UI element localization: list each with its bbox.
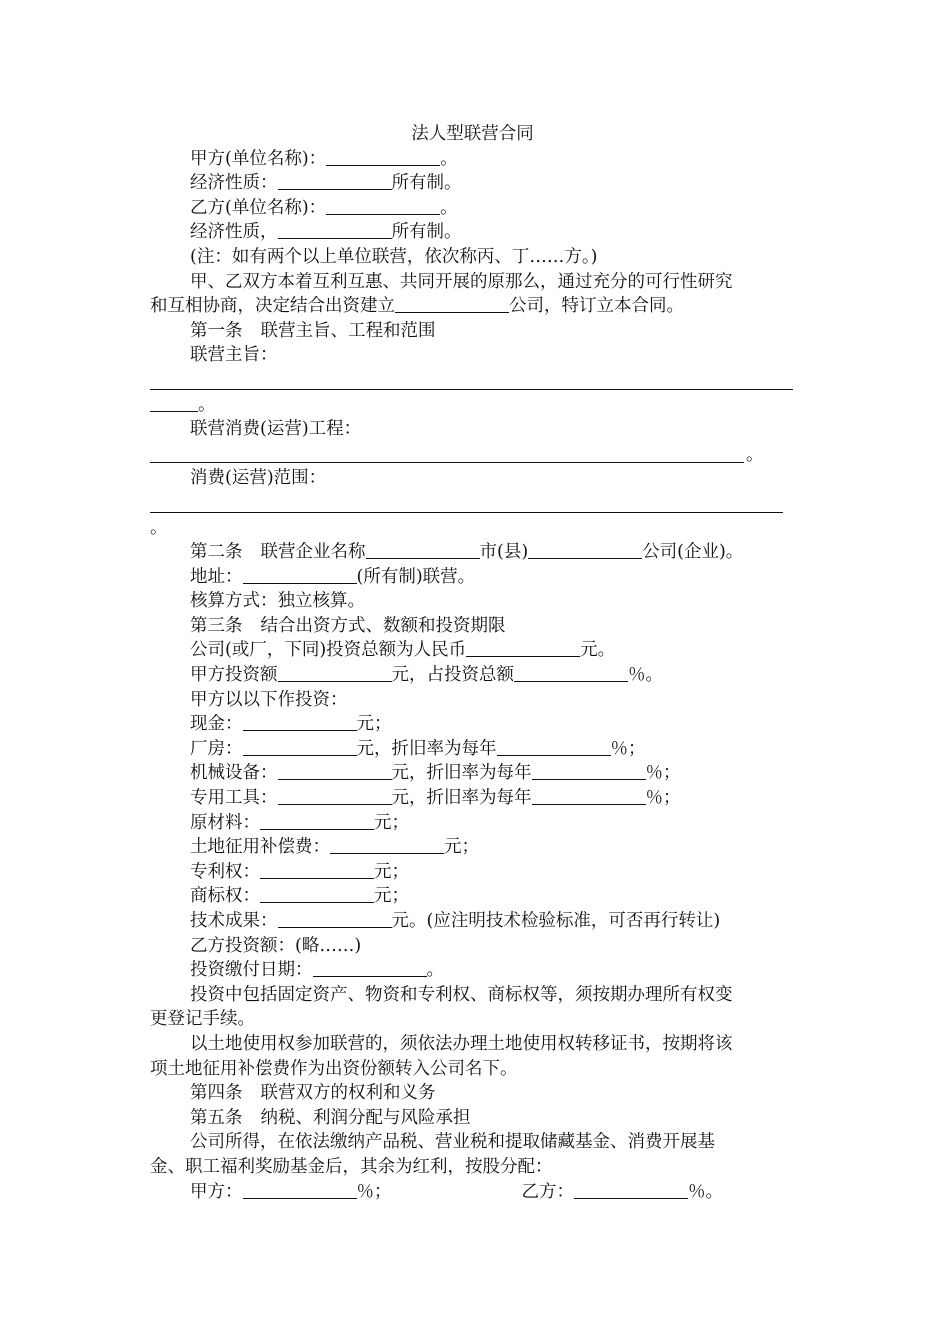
doc-title-text: 法人型联营合同 — [411, 124, 534, 144]
note-line — [150, 245, 795, 270]
article-5-heading — [150, 1106, 795, 1131]
trademark-end: 元； — [374, 886, 409, 907]
tools-blank — [278, 786, 392, 805]
article-3-number: 第三条 — [190, 615, 243, 636]
party-a-econ-label: 经济性质： — [190, 173, 278, 194]
materials-line — [150, 811, 795, 836]
tools-rate-blank — [532, 786, 646, 805]
land-para-line-1 — [150, 1032, 795, 1057]
profit-para-text-1: 公司所得，在依法缴纳产品税、营业税和提取储藏基金、消费开展基 — [190, 1132, 715, 1153]
scope-label: 消费(运营)范围： — [190, 468, 327, 489]
party-a-name-blank — [326, 147, 440, 166]
tools-end: ％； — [645, 788, 681, 809]
article-2-city: 市(县) — [479, 542, 529, 563]
article-5-title: 纳税、利润分配与风险承担 — [260, 1107, 471, 1128]
tools-label: 专用工具： — [190, 788, 278, 809]
article-2-title: 联营企业名称 — [260, 542, 366, 563]
scope-rule-line — [150, 491, 795, 516]
party-a-econ-end: 所有制。 — [391, 173, 462, 194]
party-b-name-line — [150, 196, 795, 221]
assets-para-text-2: 更登记手续。 — [150, 1009, 255, 1030]
a-invest-with-line — [150, 688, 795, 713]
total-invest-label: 公司(或厂，下同)投资总额为人民币 — [190, 640, 467, 661]
address-label: 地址： — [190, 566, 243, 587]
materials-end: 元； — [374, 812, 409, 833]
party-b-econ-blank — [278, 220, 392, 239]
tools-mid: 元，折旧率为每年 — [391, 788, 532, 809]
machinery-end: ％； — [645, 763, 681, 784]
a-invest-end: ％。 — [628, 665, 663, 686]
pay-date-line — [150, 958, 795, 983]
doc-title — [150, 122, 795, 147]
party-a-name-line — [150, 147, 795, 172]
project-label-line — [150, 417, 795, 442]
trademark-line — [150, 884, 795, 909]
preamble-line-1 — [150, 270, 795, 295]
tech-line — [150, 909, 795, 934]
a-invest-label: 甲方投资额 — [190, 665, 278, 686]
trademark-blank — [260, 884, 374, 903]
article-3-title: 结合出资方式、数额和投资期限 — [260, 615, 506, 636]
trademark-label: 商标权： — [190, 886, 260, 907]
machinery-blank — [278, 761, 392, 780]
land-para-text-1: 以土地使用权参加联营的，须依法办理土地使用权转移证书，按期将该 — [190, 1033, 733, 1054]
party-b-econ-end: 所有制。 — [391, 222, 462, 243]
scope-end: 。 — [150, 517, 168, 538]
scope-rule — [150, 512, 783, 513]
project-label: 联营消费(运营)工程： — [190, 419, 362, 440]
land-end: 元； — [444, 837, 479, 858]
profit-para-line-2 — [150, 1155, 795, 1180]
note-text: (注：如有两个以上单位联营，依次称丙、丁……方。) — [190, 246, 598, 267]
company-name-blank — [395, 294, 509, 313]
a-invest-with-text: 甲方以以下作投资： — [190, 689, 348, 710]
share-line — [150, 1180, 795, 1205]
pay-date-blank — [313, 958, 427, 977]
patent-line — [150, 860, 795, 885]
a-invest-blank — [278, 663, 392, 682]
plant-rate-blank — [497, 737, 611, 756]
party-b-econ-line — [150, 220, 795, 245]
pay-date-end: 。 — [426, 960, 444, 981]
assets-para-line-1 — [150, 983, 795, 1008]
article-4-title: 联营双方的权利和义务 — [260, 1083, 436, 1104]
machinery-rate-blank — [532, 761, 646, 780]
plant-label: 厂房： — [190, 738, 243, 759]
party-a-name-end: 。 — [440, 148, 458, 169]
plant-blank — [243, 737, 357, 756]
cash-label: 现金： — [190, 714, 243, 735]
party-b-name-end: 。 — [440, 197, 458, 218]
company-blank — [528, 540, 642, 559]
plant-mid: 元，折旧率为每年 — [356, 738, 497, 759]
purpose-label: 联营主旨： — [190, 345, 278, 366]
article-4-heading — [150, 1081, 795, 1106]
accounting-line — [150, 589, 795, 614]
assets-para-text-1: 投资中包括固定资产、物资和专利权、商标权等，须按期办理所有权变 — [190, 984, 733, 1005]
purpose-rule — [150, 389, 793, 390]
share-b-label: 乙方： — [521, 1181, 574, 1202]
enterprise-name-blank — [366, 540, 480, 559]
project-end: 。 — [746, 445, 764, 466]
preamble-text-2a: 和互相协商，决定结合出资建立 — [150, 296, 395, 317]
article-4-number: 第四条 — [190, 1083, 243, 1104]
share-a-end: ％； — [356, 1181, 392, 1202]
machinery-label: 机械设备： — [190, 763, 278, 784]
article-3-heading — [150, 614, 795, 639]
party-b-econ-label: 经济性质， — [190, 222, 278, 243]
purpose-rule-end — [150, 393, 198, 412]
tech-label: 技术成果： — [190, 911, 278, 931]
purpose-label-line — [150, 343, 795, 368]
purpose-rule-line-2 — [150, 393, 795, 418]
land-para-text-2: 项土地征用补偿费作为出资份额转入公司名下。 — [150, 1058, 518, 1079]
tech-blank — [278, 909, 392, 928]
land-label: 土地征用补偿费： — [190, 837, 330, 858]
party-a-econ-line — [150, 171, 795, 196]
party-a-econ-blank — [278, 171, 392, 190]
article-2-heading — [150, 540, 795, 565]
address-line — [150, 565, 795, 590]
total-invest-blank — [466, 638, 580, 657]
article-2-company: 公司(企业)。 — [642, 542, 744, 563]
tools-line — [150, 786, 795, 811]
party-a-name-label: 甲方(单位名称)： — [190, 148, 327, 169]
preamble-line-2 — [150, 294, 795, 319]
cash-end: 元； — [356, 714, 392, 735]
article-1-title: 联营主旨、工程和范围 — [260, 320, 436, 341]
profit-para-text-2: 金、职工福利奖励基金后，其余为红利，按股分配： — [150, 1156, 553, 1177]
b-invest-line — [150, 934, 795, 959]
a-invest-line — [150, 663, 795, 688]
machinery-line — [150, 761, 795, 786]
scope-end-line — [150, 516, 795, 541]
project-rule-line — [150, 442, 795, 467]
land-para-line-2 — [150, 1057, 795, 1082]
materials-blank — [260, 811, 374, 830]
share-a-label: 甲方： — [190, 1181, 243, 1202]
plant-line — [150, 737, 795, 762]
preamble-text-1: 甲、乙双方本着互利互惠、共同开展的原那么，通过充分的可行性研究 — [190, 271, 733, 292]
total-invest-end: 元。 — [580, 640, 616, 661]
article-5-number: 第五条 — [190, 1107, 243, 1128]
purpose-rule-line — [150, 368, 795, 393]
plant-end: ％； — [610, 738, 646, 759]
accounting-text: 核算方式：独立核算。 — [190, 591, 365, 612]
assets-para-line-2 — [150, 1007, 795, 1032]
preamble-text-2b: 公司，特订立本合同。 — [509, 296, 684, 317]
patent-end: 元； — [374, 861, 409, 882]
party-b-name-blank — [326, 196, 440, 215]
total-invest-line — [150, 638, 795, 663]
contract-page — [150, 122, 795, 1204]
party-b-name-label: 乙方(单位名称)： — [190, 197, 327, 218]
cash-line — [150, 712, 795, 737]
address-blank — [243, 565, 357, 584]
tech-end: 元。(应注明技术检验标准，可否再行转让) — [391, 911, 721, 931]
a-invest-percent-blank — [514, 663, 628, 682]
article-2-number: 第二条 — [190, 542, 243, 563]
patent-label: 专利权： — [190, 861, 260, 882]
pay-date-label: 投资缴付日期： — [190, 960, 313, 981]
address-end: (所有制)联营。 — [356, 566, 476, 587]
scope-label-line — [150, 466, 795, 491]
purpose-end: 。 — [198, 394, 216, 415]
patent-blank — [260, 860, 374, 879]
land-blank — [330, 835, 444, 854]
article-1-number: 第一条 — [190, 320, 243, 341]
share-a-blank — [243, 1180, 357, 1199]
materials-label: 原材料： — [190, 812, 260, 833]
a-invest-mid: 元，占投资总额 — [391, 665, 514, 686]
b-invest-text: 乙方投资额：(略……) — [190, 935, 362, 956]
land-line — [150, 835, 795, 860]
share-b-blank — [574, 1180, 688, 1199]
share-b-end: ％。 — [688, 1181, 723, 1202]
article-1-heading — [150, 319, 795, 344]
machinery-mid: 元，折旧率为每年 — [391, 763, 532, 784]
project-rule — [150, 462, 744, 463]
cash-blank — [243, 712, 357, 731]
profit-para-line-1 — [150, 1130, 795, 1155]
